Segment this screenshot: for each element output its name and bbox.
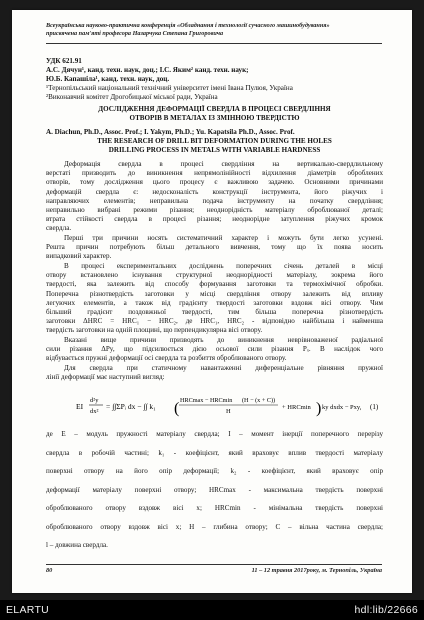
formula-den2: H	[226, 408, 231, 415]
title-ua-line-2: ОТВОРІВ В МЕТАЛАХ ІЗ ЗМІННОЮ ТВЕРДІСТЮ	[129, 114, 300, 122]
text-line: сили різання ΔPy, що підсилюється дією осьової сили різання Pₓ. В наслідок чого	[46, 345, 383, 354]
text-line: верстаті призводить до виникнення непрямолінійності відхилення діаметрів оброблених	[46, 169, 383, 178]
text-line: l – довжина свердла.	[46, 541, 108, 549]
text-line: випадковий характер.	[46, 252, 112, 261]
authors-ua-line-2: Ю.Б. Капашіла¹, канд. техн. наук, доц.	[46, 75, 170, 83]
formula-lhs: EI	[76, 402, 84, 411]
text-line: деформацій свердла є: недосконалість конструкції інструмента, його ріжучих і	[46, 187, 383, 196]
formula-f2: (H − (x + C))	[242, 397, 276, 404]
text-line: неправильно вибрані режими різання; неоднорідність матеріалу оброблюваної деталі;	[46, 206, 383, 214]
page-number: 80	[46, 567, 53, 574]
text-line: деформації матеріалу поверхні отвору; HRCmax - максимальна твердість поверхні	[46, 485, 383, 494]
formula-num: d²y	[90, 397, 99, 404]
footer-date-place: 11 – 12 травня 2017року, м. Тернопіль, Україна	[251, 567, 382, 574]
text-line: оброблюваного отвору вздовж вісі x; H – глибина отвору; C – вільна частина свердла;	[46, 522, 383, 531]
text-line: В процесі експериментальних досліджень поперечних січень деталей в місці	[64, 262, 383, 270]
formula-tail: ky dxdx − Pxy,	[322, 404, 362, 411]
text-line: більший градієнт поздовжньої твердості, тим більша поперечна різнотвердість	[46, 308, 383, 316]
affiliation-1: ¹Тернопільський національний технічний університет імені Івана Пулюя, Україна	[46, 84, 293, 92]
text-line: твердість заготовки на одній площині, що перпендикулярна вісі отвору.	[46, 326, 263, 335]
svg-text:(: (	[174, 400, 180, 417]
text-line: Перші три причини носять систематичний характер і можуть бути легко усунені.	[64, 234, 383, 242]
repository-name[interactable]: ELARTU	[6, 604, 50, 616]
text-line: оброблюваного отвору вздовж вісі x; HRCmin - мінімальна твердість поверхні	[46, 504, 383, 512]
text-line: де E – модуль пружності матеріалу свердла; I – момент інерції поперечного перерізу	[46, 430, 383, 438]
text-line: легуючих елементів, а також від градієнту твердості заготовки вздовж вісі отвору. Чим	[46, 298, 383, 307]
title-en-line-2: DRILLING PROCESS IN METALS WITH VARIABLE HARDNESS	[108, 146, 321, 154]
title-en-line-1: THE RESEARCH OF DRILL BIT DEFORMATION DURING THE HOLES	[97, 137, 332, 145]
authors-ua-line-1: А.С. Дячун¹, канд. техн. наук, доц.; І.С. Яким² канд. техн. наук;	[46, 66, 249, 74]
text-line: втрата стійкості свердла в процесі різання; неоднорідне затуплення ріжучих кромок	[46, 215, 383, 224]
text-line: направляючих елементів; неправильна подача інструменту на початку свердління;	[46, 196, 383, 205]
text-line: Вказані вище причини призводять до виникнення неврівноваженої радіальної	[64, 336, 383, 344]
text-line: відбувається пружні деформації осі свердла та розбиття оброблюваного отвору.	[46, 354, 287, 363]
text-line: Для свердла при статичному навантаженні диференціальне рівняння пружної	[64, 364, 383, 372]
text-line: Решта причин потребують більш детального вивчення, тому що їх поява носить	[46, 243, 383, 252]
title-ua-line-1: ДОСЛІДЖЕННЯ ДЕФОРМАЦІЇ СВЕРДЛА В ПРОЦЕСІ СВЕРДЛІННЯ	[98, 105, 331, 113]
conference-header-line-1: Всеукраїнська науково-практична конференція «Обладнання і технології сучасного машинобудування»	[46, 22, 330, 29]
text-line: Поперечна різнотвердість заготовки у місці свердління отвору залежить від впливу	[46, 289, 383, 298]
text-line: заготовки ΔHRC = HRC₁ − HRC₂, де HRC₁, HRC₂ - відповідно найбільша і найменша	[46, 317, 383, 326]
text-line: лінії деформації має наступний вигляд:	[46, 373, 165, 382]
svg-text:): )	[316, 400, 322, 417]
header-rule	[46, 43, 382, 44]
text-line: поверхні отвору на його опір деформації; k₂ - коефіцієнт, який враховує опір	[46, 467, 383, 475]
handle-identifier[interactable]: hdl:lib/22666	[354, 604, 418, 616]
text-line: отворів, тому дослідження цього процесу є важливою задачею. Основними причинами	[46, 178, 383, 187]
conference-header-line-2: присвячена пам'яті професора Назарчука Степана Григоровича	[46, 30, 224, 37]
svg-text:= ∫∫ΣPᵢ dx − ∫∫ k₁: = ∫∫ΣPᵢ dx − ∫∫ k₁	[106, 402, 156, 411]
authors-en: A. Diachun, Ph.D., Assoc. Prof.; I. Yakym, Ph.D.; Yu. Kapatsila Ph.D., Assoc. Prof.	[46, 128, 295, 136]
paper-page	[12, 10, 412, 593]
affiliation-2: ²Виконавчий комітет Дрогобицької міської ради, Україна	[46, 93, 218, 101]
repository-bar	[0, 600, 424, 620]
equation-1	[46, 386, 383, 426]
text-line: отвору встановлено існування структурної неоднорідності матеріалу, зокрема його	[46, 271, 383, 280]
text-line: твердості, яка залежить від способу формування заготовки та термохімічної обробки.	[46, 280, 383, 289]
formula-den: dx²	[90, 408, 99, 415]
formula-number: (1)	[370, 403, 379, 411]
text-line: свердла в робочій частині; k₁ - коефіцієнт, який враховує вплив твердості матеріалу	[46, 448, 383, 457]
udk-code: УДК 621.91	[46, 57, 82, 65]
text-line: свердла.	[46, 224, 72, 233]
formula-f3: + HRCmin	[282, 404, 311, 411]
text-line: Деформація свердла в процесі свердління на вертикально-свердлильному	[64, 160, 383, 168]
footer-rule	[46, 564, 382, 565]
formula-f1: HRCmax − HRCmin	[180, 397, 233, 404]
